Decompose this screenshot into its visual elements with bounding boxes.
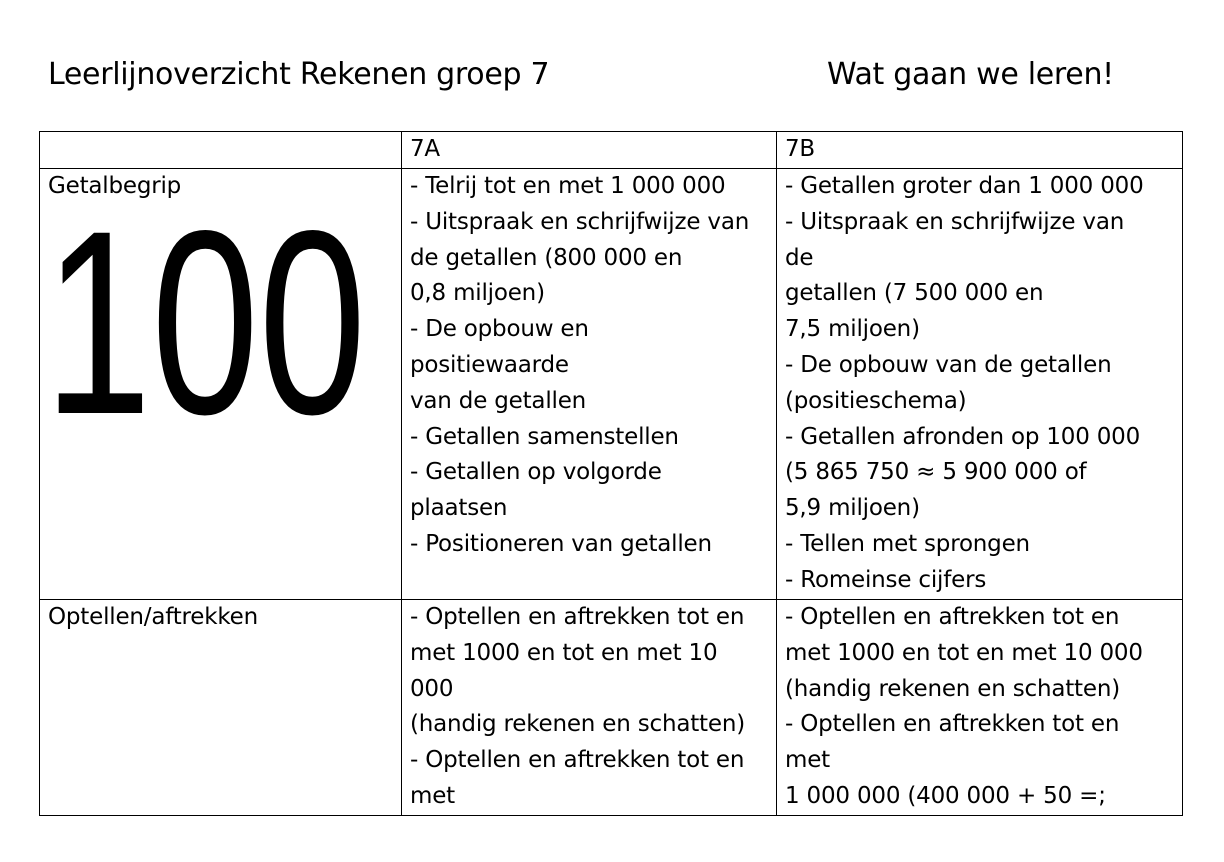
header-cell-7b: 7B xyxy=(777,132,1183,169)
table-row-getalbegrip xyxy=(40,169,1183,600)
cell-7b-optellen xyxy=(777,600,1183,816)
row-label: Getalbegrip xyxy=(48,173,182,199)
list-item: van de getallen xyxy=(410,387,587,414)
list-item: - Optellen en aftrekken tot en xyxy=(785,604,1120,630)
list-item: met xyxy=(785,747,830,774)
list-item: de getallen (800 000 en xyxy=(410,244,683,271)
list-item: - Getallen op volgorde xyxy=(410,459,662,486)
list-item: - Positioneren van getallen xyxy=(410,530,712,557)
list-item: - Optellen en aftrekken tot en xyxy=(410,747,745,774)
list-item: met xyxy=(410,782,455,809)
list-item: - Getallen groter dan 1 000 000 xyxy=(785,173,1144,199)
list-item: - Telrij tot en met 1 000 000 xyxy=(410,173,726,199)
list-item: - Tellen met sprongen xyxy=(785,530,1030,557)
page-subtitle: Wat gaan we leren! xyxy=(827,57,1114,92)
number-100-text: 100 xyxy=(44,216,366,432)
cell-7a-getalbegrip xyxy=(402,169,777,600)
list-item: met 1000 en tot en met 10 xyxy=(410,639,718,666)
list-item: - Getallen afronden op 100 000 xyxy=(785,423,1141,450)
number-100-illustration xyxy=(40,217,370,432)
list-item: - Uitspraak en schrijfwijze van xyxy=(410,208,750,235)
header-cell-7a: 7A xyxy=(402,132,777,169)
table-row-optellen-aftrekken xyxy=(40,600,1183,816)
list-item: 1 000 000 (400 000 + 50 =; xyxy=(785,782,1106,809)
list-item: - De opbouw van de getallen xyxy=(785,351,1112,378)
list-item: 5,9 miljoen) xyxy=(785,495,920,522)
list-item: (handig rekenen en schatten) xyxy=(785,675,1120,702)
list-item: de xyxy=(785,244,814,271)
list-item: - De opbouw en xyxy=(410,316,589,343)
list-item: - Getallen samenstellen xyxy=(410,423,679,450)
list-item: (positieschema) xyxy=(785,387,967,414)
list-item: positiewaarde xyxy=(410,351,569,378)
row-label-cell xyxy=(40,169,402,600)
page-title: Leerlijnoverzicht Rekenen groep 7 xyxy=(48,57,550,92)
cell-7a-optellen xyxy=(402,600,777,816)
list-item: 7,5 miljoen) xyxy=(785,316,920,343)
list-item: plaatsen xyxy=(410,495,508,522)
row-label: Optellen/aftrekken xyxy=(48,604,258,630)
list-item: getallen (7 500 000 en xyxy=(785,280,1044,307)
header-cell-empty xyxy=(40,132,402,169)
table-header-row xyxy=(40,132,1183,169)
row-label-cell xyxy=(40,600,402,816)
list-item: 000 xyxy=(410,675,454,702)
list-item: - Uitspraak en schrijfwijze van xyxy=(785,208,1125,235)
list-item: - Romeinse cijfers xyxy=(785,566,987,593)
list-item: (5 865 750 ≈ 5 900 000 of xyxy=(785,459,1087,486)
list-item: (handig rekenen en schatten) xyxy=(410,711,745,738)
list-item: met 1000 en tot en met 10 000 xyxy=(785,639,1143,666)
list-item: 0,8 miljoen) xyxy=(410,280,545,307)
list-item: - Optellen en aftrekken tot en xyxy=(785,711,1120,738)
list-item: - Optellen en aftrekken tot en xyxy=(410,604,745,630)
curriculum-table xyxy=(39,131,1183,816)
cell-7b-getalbegrip xyxy=(777,169,1183,600)
